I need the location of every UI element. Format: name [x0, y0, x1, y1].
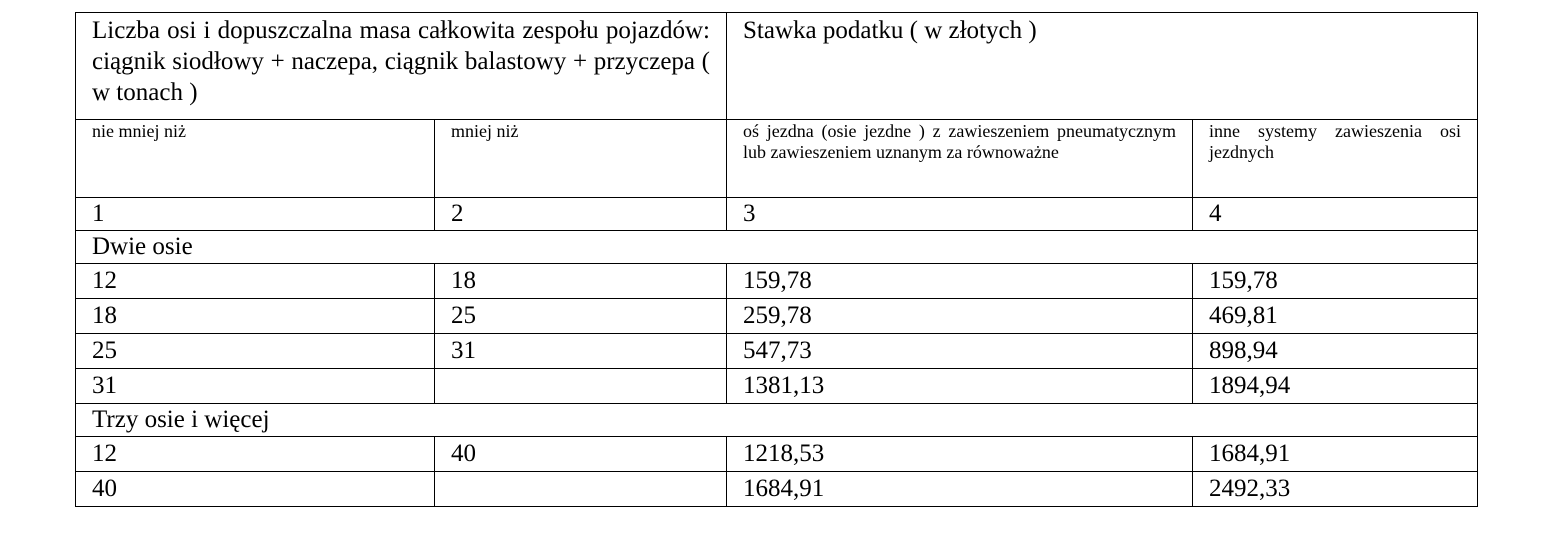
table-subheader-row [76, 120, 1478, 198]
max-mass-cell: 40 [435, 437, 727, 472]
other-rate-cell: 898,94 [1193, 334, 1478, 369]
column-number-row [76, 198, 1478, 231]
pneumatic-rate-cell: 159,78 [727, 264, 1193, 299]
column-number: 3 [727, 198, 1193, 231]
min-mass-cell: 12 [76, 264, 435, 299]
table-header-row [76, 13, 1478, 120]
group-row-three-axles [76, 404, 1478, 437]
max-mass-cell [435, 369, 727, 404]
max-mass-cell: 25 [435, 299, 727, 334]
pneumatic-rate-cell: 547,73 [727, 334, 1193, 369]
group-title: Dwie osie [76, 231, 1478, 264]
less-than-header: mniej niż [435, 120, 727, 198]
table-row [76, 472, 1478, 507]
min-mass-cell: 12 [76, 437, 435, 472]
other-rate-cell: 1684,91 [1193, 437, 1478, 472]
column-number: 1 [76, 198, 435, 231]
pneumatic-rate-cell: 1381,13 [727, 369, 1193, 404]
group-title: Trzy osie i więcej [76, 404, 1478, 437]
not-less-than-header: nie mniej niż [76, 120, 435, 198]
group-row-two-axles [76, 231, 1478, 264]
pneumatic-rate-cell: 1218,53 [727, 437, 1193, 472]
max-mass-cell: 31 [435, 334, 727, 369]
table-row [76, 369, 1478, 404]
column-number: 2 [435, 198, 727, 231]
min-mass-cell: 18 [76, 299, 435, 334]
max-mass-cell: 18 [435, 264, 727, 299]
table-row [76, 264, 1478, 299]
min-mass-cell: 25 [76, 334, 435, 369]
table-row [76, 299, 1478, 334]
rate-header-cell: Stawka podatku ( w złotych ) [727, 13, 1478, 120]
min-mass-cell: 40 [76, 472, 435, 507]
min-mass-cell: 31 [76, 369, 435, 404]
tax-rate-table [75, 12, 1478, 507]
mass-header-cell: Liczba osi i dopuszczalna masa całkowita zespołu pojazdów: ciągnik siodłowy + naczepa, ciągnik balastowy + przyczepa ( w tonach ) [76, 13, 727, 120]
other-rate-cell: 2492,33 [1193, 472, 1478, 507]
other-rate-cell: 159,78 [1193, 264, 1478, 299]
other-rate-cell: 469,81 [1193, 299, 1478, 334]
column-number: 4 [1193, 198, 1478, 231]
pneumatic-rate-cell: 1684,91 [727, 472, 1193, 507]
pneumatic-suspension-header: oś jezdna (osie jezdne ) z zawieszeniem pneumatycznym lub zawieszeniem uznanym za równoważne [727, 120, 1193, 198]
other-suspension-header: inne systemy zawieszenia osi jezdnych [1193, 120, 1478, 198]
table-row [76, 334, 1478, 369]
other-rate-cell: 1894,94 [1193, 369, 1478, 404]
table-row [76, 437, 1478, 472]
pneumatic-rate-cell: 259,78 [727, 299, 1193, 334]
max-mass-cell [435, 472, 727, 507]
